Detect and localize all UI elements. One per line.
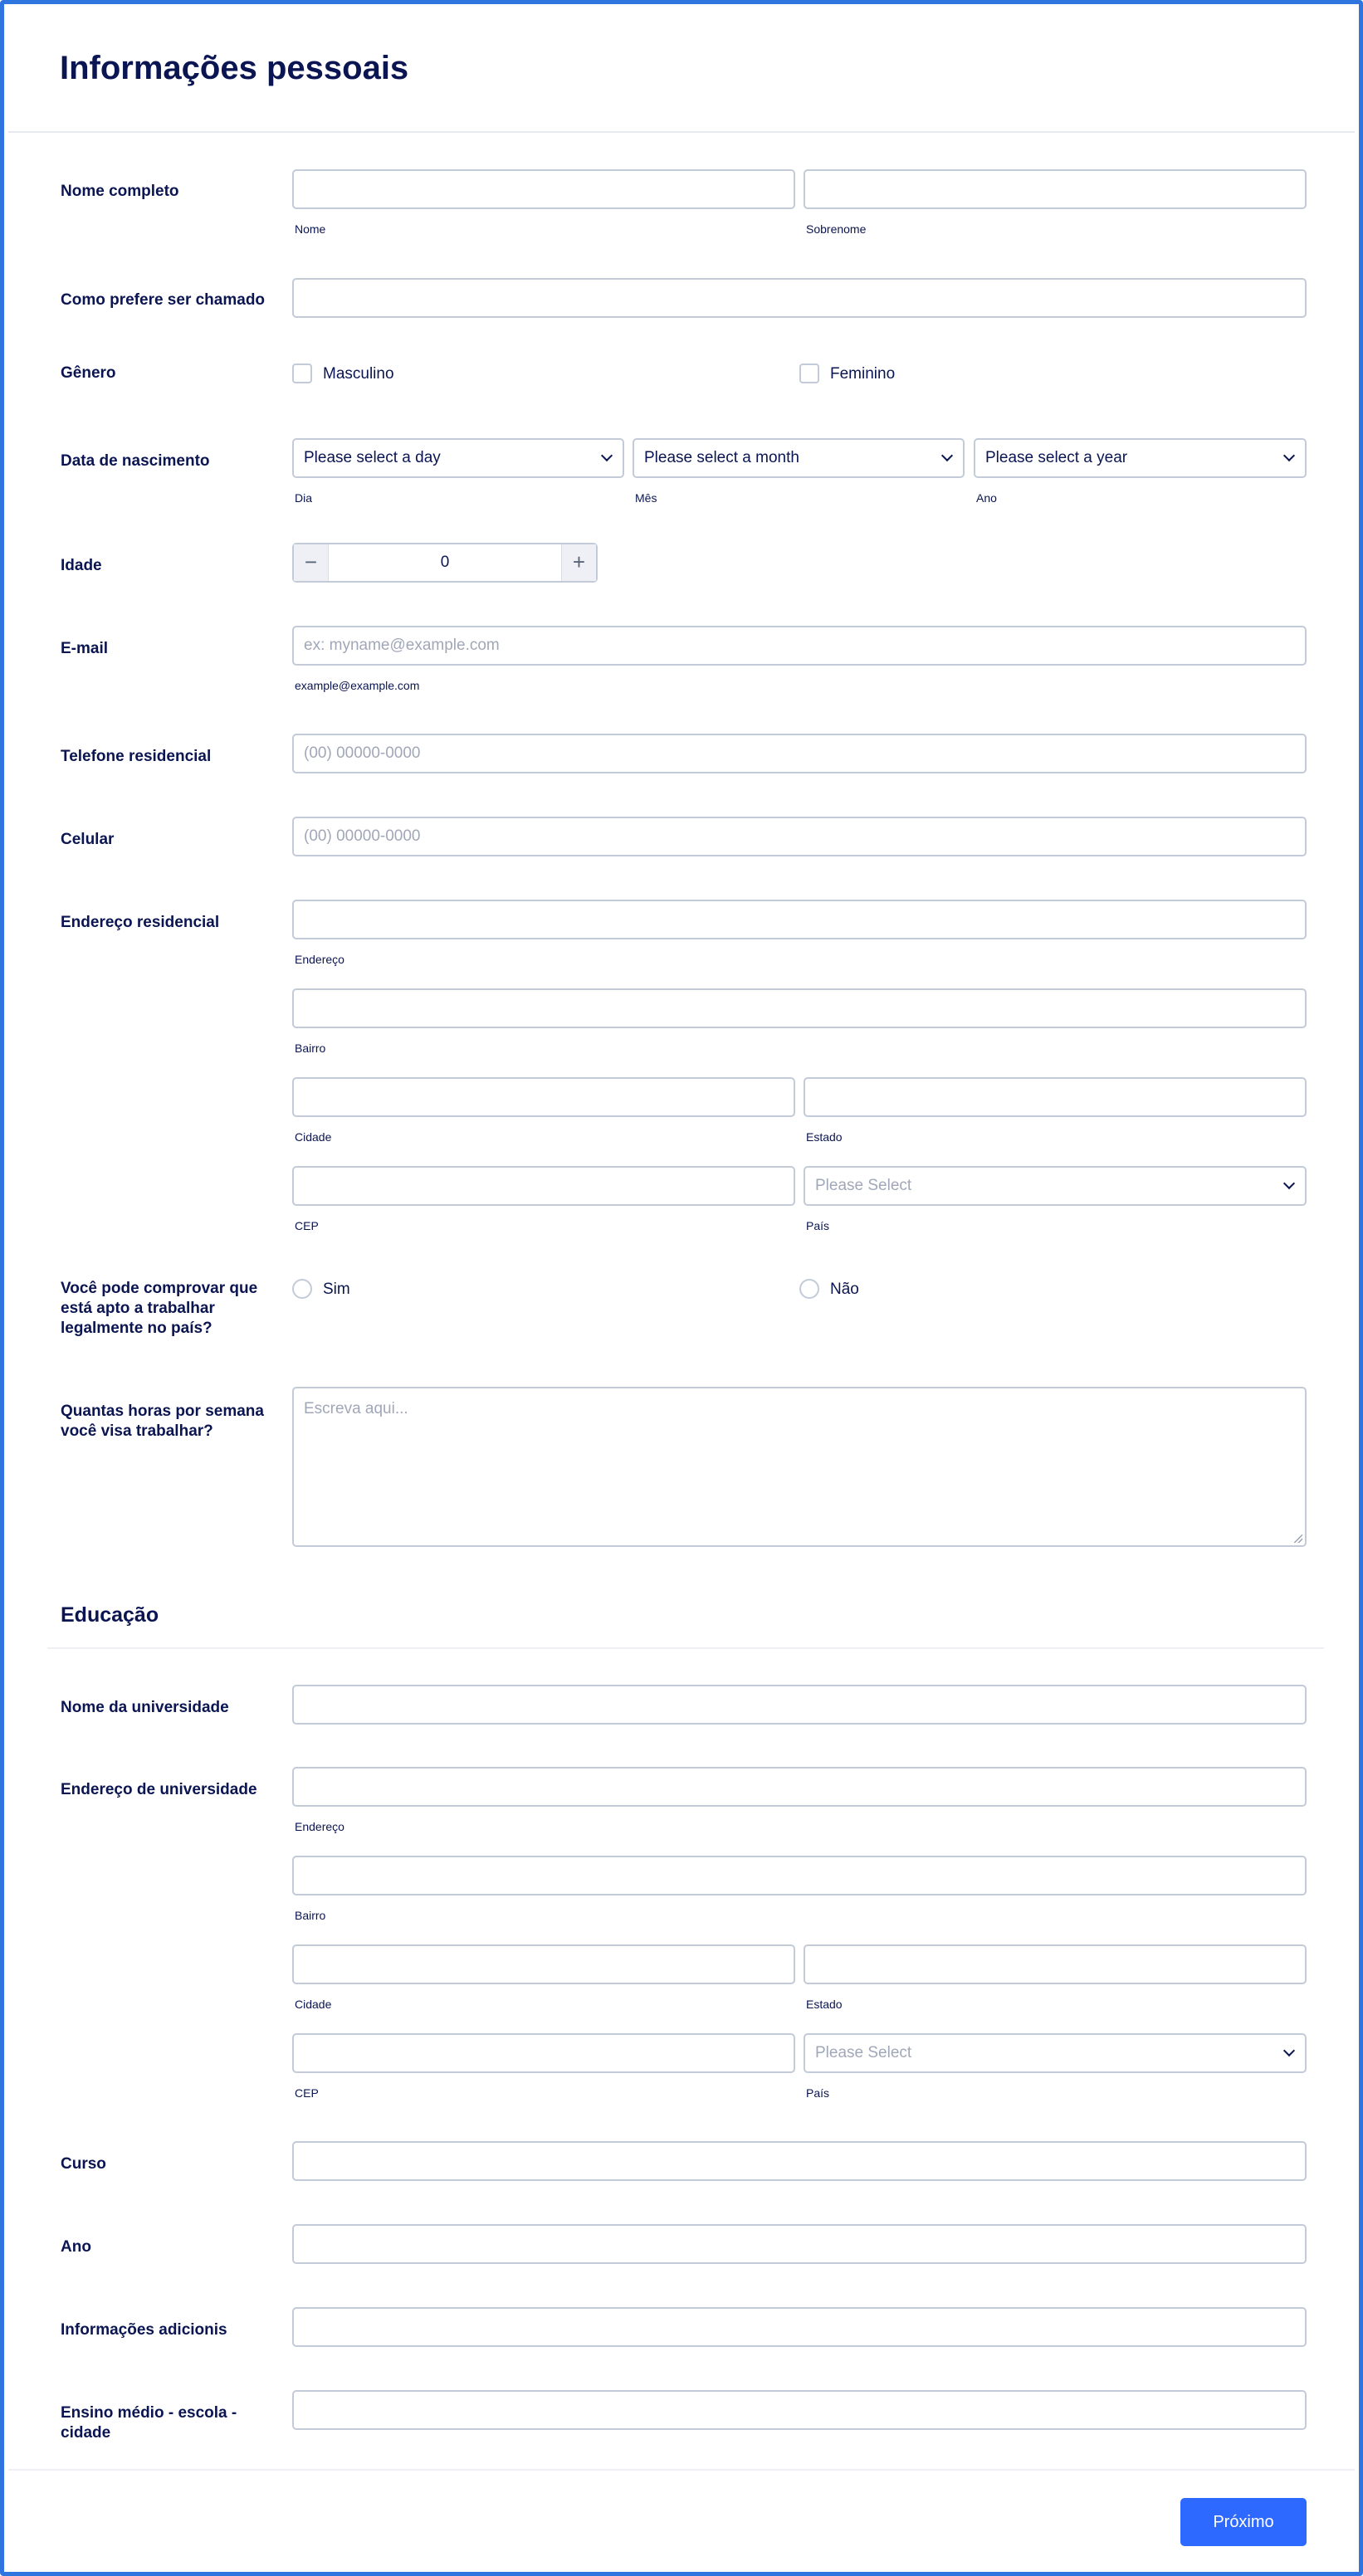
home-state-input[interactable]	[804, 1077, 1307, 1117]
uni-state-sublabel: Estado	[806, 1998, 843, 2011]
email-field[interactable]	[292, 626, 1307, 666]
uni-country-select[interactable]	[804, 2033, 1307, 2073]
uni-country-sublabel: País	[806, 2086, 830, 2100]
footer-divider	[8, 2469, 1355, 2471]
gender-label: Gênero	[61, 364, 116, 382]
minus-icon[interactable]: −	[294, 544, 329, 581]
work-permit-label: Você pode comprovar que está apto a trabalhar legalmente no país?	[61, 1280, 258, 1337]
home-address-label: Endereço residencial	[61, 914, 220, 931]
chevron-down-icon	[1283, 450, 1295, 461]
male-option-label: Masculino	[323, 365, 394, 383]
home-state-sublabel: Estado	[806, 1130, 843, 1144]
uni-street-input[interactable]	[292, 1767, 1307, 1807]
home-phone-input[interactable]	[292, 734, 1307, 773]
work-permit-no-label: Não	[830, 1281, 859, 1298]
home-country-sublabel: País	[806, 1219, 830, 1232]
last-name-sublabel: Sobrenome	[806, 222, 867, 236]
full-name-label: Nome completo	[61, 183, 179, 200]
birth-day-select[interactable]	[292, 438, 624, 478]
first-name-sublabel: Nome	[295, 222, 326, 236]
work-permit-yes-radio[interactable]	[292, 1279, 312, 1299]
home-country-select[interactable]	[804, 1166, 1307, 1206]
mobile-input[interactable]	[292, 817, 1307, 856]
work-permit-no-radio[interactable]	[799, 1279, 819, 1299]
mobile-label: Celular	[61, 831, 115, 848]
age-value[interactable]: 0	[440, 554, 450, 571]
birth-day-sublabel: Dia	[295, 491, 313, 505]
work-permit-yes-label: Sim	[323, 1281, 350, 1298]
female-checkbox[interactable]	[799, 363, 819, 383]
nickname-label: Como prefere ser chamado	[61, 291, 266, 309]
male-checkbox[interactable]	[292, 363, 312, 383]
chevron-down-icon	[601, 450, 613, 461]
university-address-label: Endereço de universidade	[61, 1781, 257, 1798]
high-school-input[interactable]	[292, 2390, 1307, 2430]
course-label: Curso	[61, 2155, 106, 2173]
hours-label: Quantas horas por semana você visa trabalhar?	[61, 1403, 264, 1440]
uni-zip-input[interactable]	[292, 2033, 795, 2073]
birth-month-sublabel: Mês	[635, 491, 657, 505]
birth-month-value: Please select a month	[644, 449, 799, 466]
education-divider	[47, 1647, 1324, 1649]
birth-month-select[interactable]	[633, 438, 965, 478]
uni-country-value: Please Select	[815, 2044, 912, 2061]
birth-year-sublabel: Ano	[976, 491, 997, 505]
uni-city-sublabel: Cidade	[295, 1998, 332, 2011]
uni-street-sublabel: Endereço	[295, 1820, 344, 1833]
chevron-down-icon	[941, 450, 953, 461]
birth-year-value: Please select a year	[985, 449, 1128, 466]
education-year-input[interactable]	[292, 2224, 1307, 2264]
high-school-label: Ensino médio - escola - cidade	[61, 2404, 237, 2442]
birth-day-value: Please select a day	[304, 449, 441, 466]
plus-icon[interactable]: +	[561, 544, 596, 581]
education-year-label: Ano	[61, 2238, 91, 2256]
hours-placeholder: Escreva aqui...	[304, 1400, 408, 1417]
university-label: Nome da universidade	[61, 1699, 229, 1716]
home-country-value: Please Select	[815, 1177, 912, 1194]
form-header	[8, 8, 1355, 133]
home-city-input[interactable]	[292, 1077, 795, 1117]
home-street-input[interactable]	[292, 900, 1307, 939]
first-name-input[interactable]	[292, 169, 795, 209]
email-label: E-mail	[61, 640, 109, 657]
uni-district-input[interactable]	[292, 1856, 1307, 1895]
home-district-sublabel: Bairro	[295, 1042, 326, 1055]
uni-zip-sublabel: CEP	[295, 2086, 319, 2100]
hours-textarea[interactable]	[292, 1387, 1307, 1547]
home-city-sublabel: Cidade	[295, 1130, 332, 1144]
page-title: Informações pessoais	[60, 50, 409, 86]
next-button[interactable]: Próximo	[1180, 2498, 1307, 2546]
course-input[interactable]	[292, 2141, 1307, 2181]
age-label: Idade	[61, 557, 102, 574]
home-zip-sublabel: CEP	[295, 1219, 319, 1232]
chevron-down-icon	[1283, 2045, 1295, 2056]
uni-state-input[interactable]	[804, 1944, 1307, 1984]
uni-district-sublabel: Bairro	[295, 1909, 326, 1922]
university-input[interactable]	[292, 1685, 1307, 1725]
education-section-title: Educação	[61, 1603, 159, 1627]
age-stepper	[292, 543, 598, 583]
additional-info-label: Informações adicionis	[61, 2321, 227, 2339]
home-street-sublabel: Endereço	[295, 953, 344, 966]
chevron-down-icon	[1283, 1178, 1295, 1189]
home-phone-label: Telefone residencial	[61, 748, 212, 765]
birth-year-select[interactable]	[974, 438, 1307, 478]
home-district-input[interactable]	[292, 988, 1307, 1028]
email-sublabel: example@example.com	[295, 679, 420, 692]
resize-handle-icon[interactable]	[1294, 1534, 1302, 1543]
last-name-input[interactable]	[804, 169, 1307, 209]
home-zip-input[interactable]	[292, 1166, 795, 1206]
nickname-input[interactable]	[292, 278, 1307, 318]
female-option-label: Feminino	[830, 365, 896, 383]
uni-city-input[interactable]	[292, 1944, 795, 1984]
additional-info-input[interactable]	[292, 2307, 1307, 2347]
birth-date-label: Data de nascimento	[61, 452, 210, 470]
